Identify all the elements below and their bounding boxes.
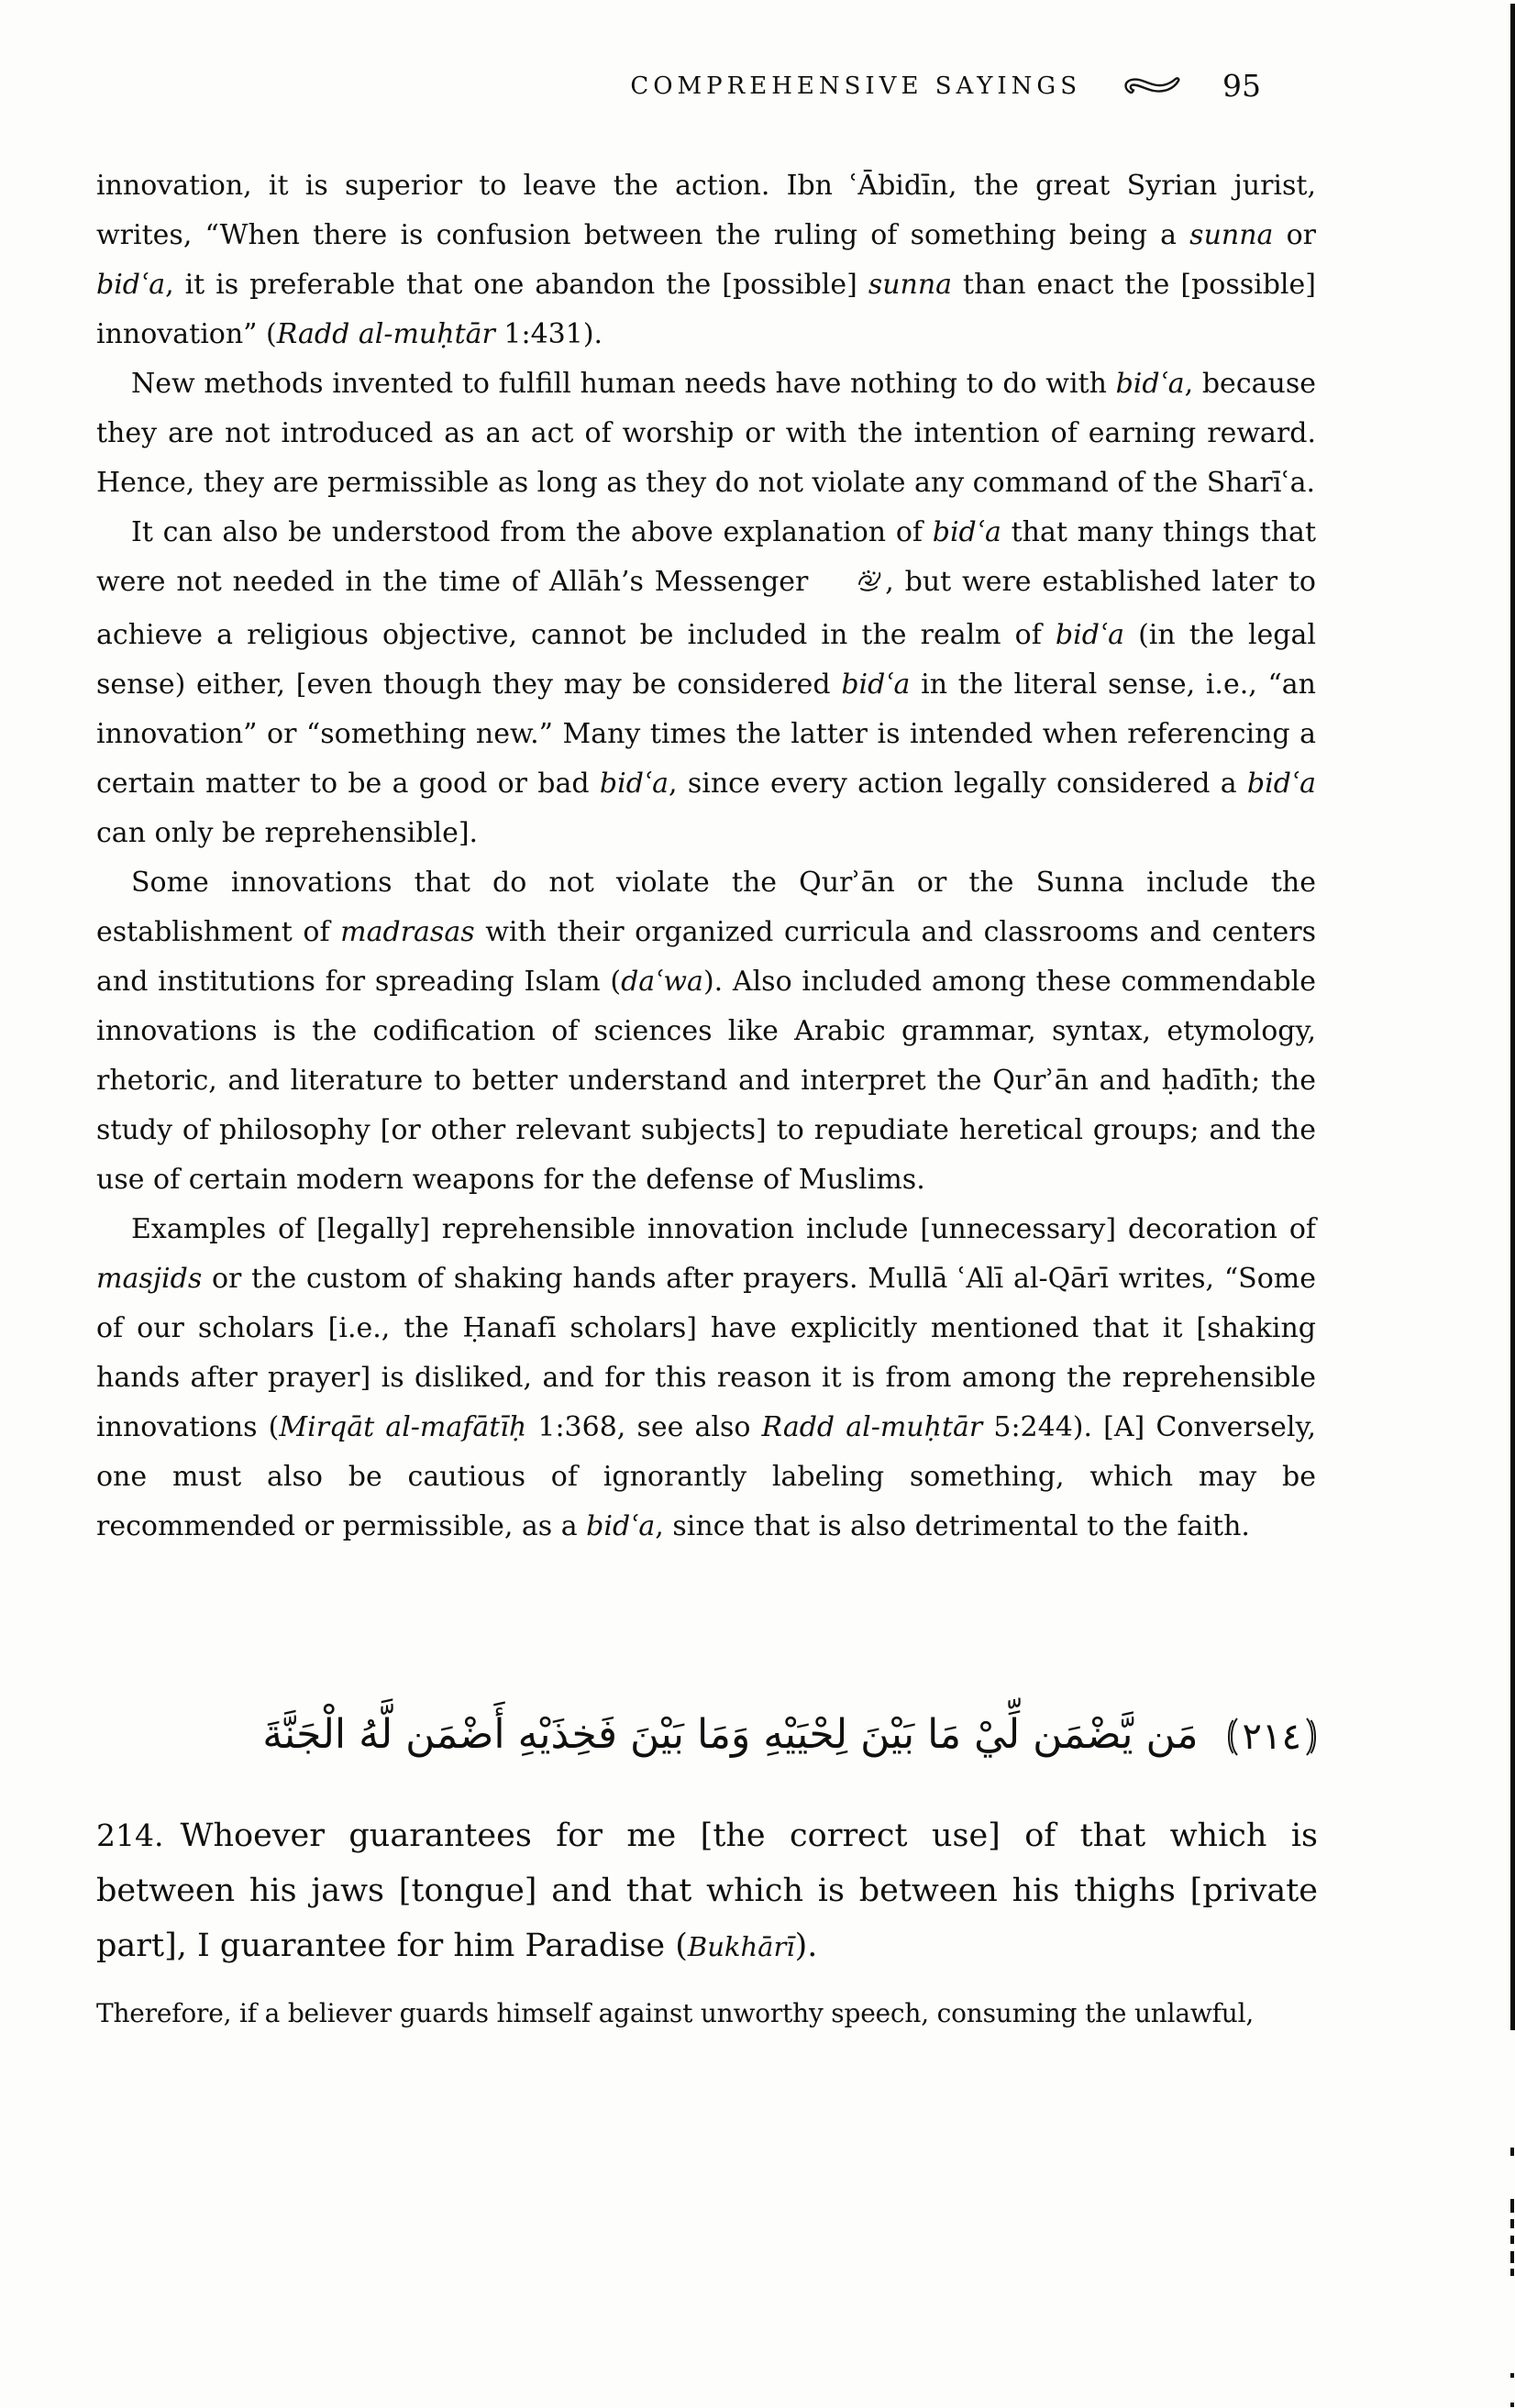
- text-run: or: [1273, 219, 1316, 251]
- page-number: 95: [1222, 68, 1261, 104]
- scan-edge-artifact-dash: [1510, 2373, 1514, 2378]
- text-run: , because they are not introduced as an act of worship or with the intention of earning reward. Hence, they are permissible as long as they do not violate any command of the Sharīʿa.: [96, 368, 1316, 499]
- text-run: can only be reprehensible].: [96, 817, 479, 849]
- text-run: with their organized curricula and classrooms and centers and institutions for spreading Islam (: [96, 916, 1316, 998]
- text-run: 1:368, see also: [526, 1411, 762, 1443]
- text-run: or the custom of shaking hands after prayers. Mullā ʿAlī al-Qārī writes, “Some of our scholars [i.e., the Ḥanafī scholars] have explicitly mentioned that it [shaking hands after prayer] is disliked, and for this reason it is from among the reprehensible innovations (: [96, 1263, 1316, 1443]
- italic-term: Radd al-muḥtār: [761, 1411, 983, 1443]
- hadith-translation-number: 214.: [96, 1817, 164, 1853]
- text-run: 5:244). [A] Conversely, one must also be cautious of ignorantly labeling something, which may be recommended or permissible, as a: [96, 1411, 1316, 1542]
- body-paragraph: [96, 359, 1316, 508]
- ornate-paren-close-icon: [1304, 1716, 1318, 1758]
- text-run: Some innovations that do not violate the Qurʾān or the Sunna include the establishment of: [96, 867, 1316, 948]
- italic-term: daʿwa: [621, 966, 703, 998]
- ornate-paren-open-icon: [1226, 1716, 1240, 1758]
- hadith-arabic-line: [96, 1689, 1318, 1783]
- body-text: [96, 161, 1316, 1552]
- italic-term: bidʿa: [1055, 619, 1125, 651]
- hadith-arabic-number: ٢١٤: [1242, 1716, 1301, 1758]
- italic-term: bidʿa: [1246, 768, 1316, 800]
- swash-ornament-icon: [1122, 72, 1182, 100]
- scan-edge-artifact: [1510, 4, 1515, 2030]
- text-run: Examples of [legally] reprehensible innovation include [unnecessary] decoration of: [131, 1213, 1316, 1245]
- italic-term: masjids: [96, 1263, 203, 1295]
- text-run: that many things that were not needed in the time of Allāh’s Messenger: [96, 516, 1316, 598]
- commentary-line: Therefore, if a believer guards himself against unworthy speech, consuming the unlawful,: [96, 1998, 1255, 2028]
- italic-term: Mirqāt al-mafātīḥ: [279, 1411, 527, 1443]
- scan-edge-artifact-dash: [1510, 2148, 1514, 2156]
- text-run: , it is preferable that one abandon the [possible]: [165, 269, 868, 301]
- text-run: , but were established later to achieve a religious objective, cannot be included in the realm of: [96, 566, 1316, 651]
- scan-edge-artifact-dash: [1510, 2219, 1514, 2228]
- text-run: , since that is also detrimental to the faith.: [655, 1510, 1250, 1542]
- body-paragraph: [96, 858, 1316, 1205]
- scan-edge-artifact-dash: [1510, 2402, 1514, 2407]
- text-run: New methods invented to fulfill human needs have nothing to do with: [131, 368, 1116, 400]
- italic-term: bidʿa: [932, 516, 1001, 548]
- text-run: , since every action legally considered a: [669, 768, 1247, 800]
- italic-term: bidʿa: [96, 269, 166, 301]
- text-run: innovation, it is superior to leave the action. Ibn ʿĀbidīn, the great Syrian jurist, writes, “When there is confusion between the ruling of something being a: [96, 170, 1316, 251]
- italic-term: Radd al-muḥtār: [276, 318, 495, 350]
- italic-term: sunna: [868, 269, 953, 301]
- text-run: It can also be understood from the above explanation of: [131, 516, 933, 548]
- italic-term: bidʿa: [1115, 368, 1185, 400]
- text-run: ).: [794, 1928, 818, 1964]
- hadith-arabic-text: مَن يَّضْمَن لِّيْ مَا بَيْنَ لِحْيَيْهِ وَمَا بَيْنَ فَخِذَيْهِ أَضْمَن لَّهُ الْجَنَّةَ: [262, 1711, 1199, 1758]
- pbuh-honorific-icon: [821, 561, 883, 611]
- text-run: in the literal sense, i.e., “an innovation” or “something new.” Many times the latter is intended when referencing a certain matter to be a good or bad: [96, 668, 1316, 800]
- italic-term: bidʿa: [599, 768, 669, 800]
- scan-edge-artifact-dash: [1510, 2251, 1514, 2263]
- hadith-arabic-number-marker: [1226, 1691, 1318, 1783]
- italic-term: bidʿa: [586, 1510, 656, 1542]
- scan-edge-artifact-dash: [1510, 2236, 1514, 2244]
- text-run: (in the legal sense) either, [even though they may be considered: [96, 619, 1316, 701]
- text-run: ). Also included among these commendable innovations is the codification of sciences like Arabic grammar, syntax, etymology, rhetoric, and literature to better understand and interpret the Qurʾān and ḥadīth; the study of philosophy [or other relevant subjects] to repudiate heretical groups; and the use of certain modern weapons for the defense of Muslims.: [96, 966, 1316, 1196]
- hadith-translation: [96, 1808, 1318, 1974]
- body-paragraph: [96, 1205, 1316, 1552]
- body-paragraph: [96, 508, 1316, 858]
- scan-edge-artifact-dash: [1510, 2269, 1514, 2276]
- text-run: than enact the [possible] innovation” (: [96, 269, 1316, 350]
- running-header-title: COMPREHENSIVE SAYINGS: [630, 72, 1081, 100]
- hadith-translation-text: [96, 1817, 1318, 1964]
- italic-term: Bukhārī: [687, 1931, 795, 1962]
- scan-edge-artifact-dash: [1510, 2199, 1514, 2213]
- italic-term: bidʿa: [841, 668, 911, 701]
- italic-term: madrasas: [340, 916, 475, 948]
- body-paragraph: [96, 161, 1316, 359]
- text-run: 1:431).: [494, 318, 603, 350]
- running-header: [96, 68, 1261, 104]
- italic-term: sunna: [1189, 219, 1274, 251]
- text-run: Whoever guarantees for me [the correct use] of that which is between his jaws [tongue] and that which is between his thighs [private part], I guarantee for him Paradise (: [96, 1817, 1318, 1964]
